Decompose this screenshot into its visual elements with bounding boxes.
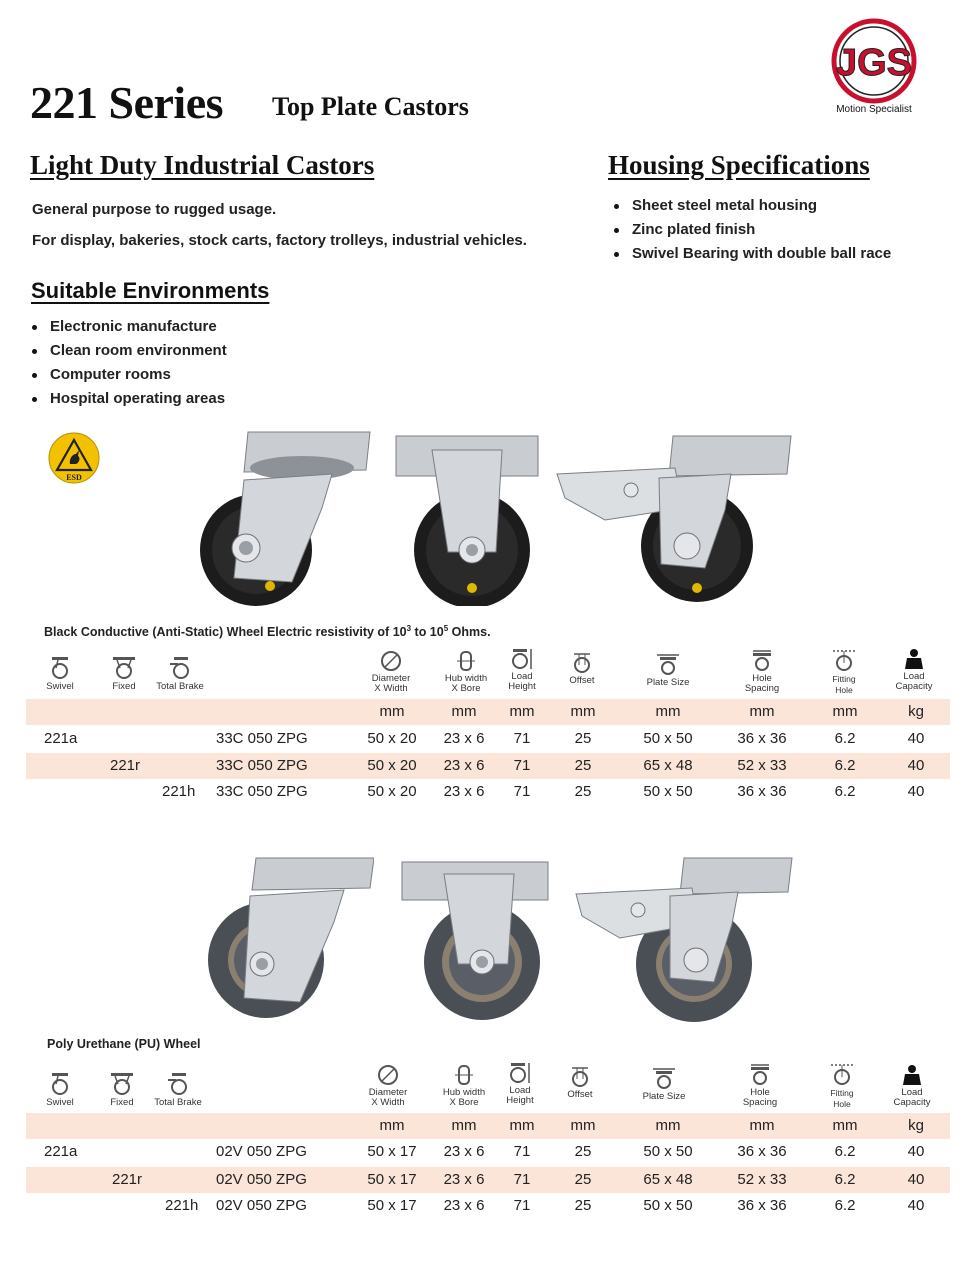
unit-capacity: kg [908,1117,924,1134]
fitting-value: 6.2 [834,757,856,774]
diameter-value: 50 x 20 [367,757,417,774]
load-height-icon [511,648,533,670]
diameter-value: 50 x 17 [367,1171,417,1188]
diameter-value: 50 x 17 [367,1197,417,1214]
fitting-value: 6.2 [834,1197,856,1214]
logo-letters: JGS [835,42,913,84]
fitting-hole-header: Fitting Hole [820,1062,864,1110]
fitting-hole-icon [829,1062,855,1086]
unit-height: mm [509,1117,535,1134]
swivel-header: Swivel [40,1072,80,1108]
environment-item: Clean room environment [32,339,227,363]
section2-caption: Poly Urethane (PU) Wheel [47,1037,201,1051]
capacity-value: 40 [907,730,925,747]
total-brake-icon [166,1072,190,1096]
unit-fitting: mm [832,1117,858,1134]
hole-spacing-header: Hole Spacing [736,648,788,694]
hub-value: 23 x 6 [443,730,485,747]
hub-header: Hub width X Bore [436,1064,492,1108]
offset-value: 25 [574,783,592,800]
fitting-value: 6.2 [834,1171,856,1188]
intro-line-1: General purpose to rugged usage. [32,201,277,218]
wheel-code: 33C 050 ZPG [216,757,308,774]
housing-item: Sheet steel metal housing [614,194,891,218]
fixed-icon [110,1072,134,1096]
height-value: 71 [513,730,531,747]
swivel-castor-image [194,428,374,606]
plate-value: 65 x 48 [643,1171,693,1188]
fixed-pu-castor-image [400,852,550,1022]
hub-header: Hub width X Bore [438,650,494,694]
environment-item: Hospital operating areas [32,387,227,411]
wheel-code: 02V 050 ZPG [216,1171,307,1188]
hole-spacing-header: Hole Spacing [734,1062,786,1108]
unit-dia: mm [379,1117,405,1134]
series-subtitle: Top Plate Castors [272,92,469,121]
plate-value: 65 x 48 [643,757,693,774]
hub-value: 23 x 6 [443,1171,485,1188]
hole-value: 36 x 36 [737,730,787,747]
plate-value: 50 x 50 [643,1197,693,1214]
plate-size-icon [655,652,681,676]
fixed-header: Fixed [102,656,146,692]
fitting-value: 6.2 [834,783,856,800]
unit-hub: mm [451,1117,477,1134]
fitting-hole-icon [831,648,857,672]
offset-value: 25 [574,1143,592,1160]
housing-item: Zinc plated finish [614,218,891,242]
wheel-code: 33C 050 ZPG [216,730,308,747]
hole-value: 52 x 33 [737,757,787,774]
load-capacity-header: Load Capacity [888,1064,936,1108]
unit-hub: mm [451,703,477,720]
hole-value: 52 x 33 [737,1171,787,1188]
fixed-castor-image [392,428,542,606]
total-brake-icon [168,656,192,680]
load-height-icon [509,1062,531,1084]
swivel-pu-castor-image [204,852,374,1022]
hub-icon [457,650,475,672]
wheel-code: 33C 050 ZPG [216,783,308,800]
company-logo [828,18,920,122]
capacity-value: 40 [907,1143,925,1160]
swivel-icon [50,656,70,680]
esd-badge-icon [48,432,100,484]
plate-value: 50 x 50 [643,730,693,747]
offset-value: 25 [574,1171,592,1188]
plate-size-header: Plate Size [636,652,700,688]
logo-tagline: Motion Specialist [836,104,912,115]
light-duty-heading: Light Duty Industrial Castors [30,150,375,180]
diameter-header: Diameter X Width [364,650,418,694]
hole-spacing-icon [749,648,775,672]
swivel-icon [50,1072,70,1096]
weight-icon [902,1064,922,1086]
diameter-value: 50 x 17 [367,1143,417,1160]
environments-list [32,315,227,411]
fitting-value: 6.2 [834,1143,856,1160]
unit-hole: mm [749,1117,775,1134]
fitting-hole-header: Fitting Hole [822,648,866,696]
total-brake-header: Total Brake [154,656,206,692]
diameter-icon [377,1064,399,1086]
swivel-header: Swivel [40,656,80,692]
logo-emblem [828,18,920,104]
plate-value: 50 x 50 [643,1143,693,1160]
unit-hole: mm [749,703,775,720]
unit-offset: mm [570,1117,596,1134]
environment-item: Computer rooms [32,363,227,387]
housing-item: Swivel Bearing with double ball race [614,242,891,266]
capacity-value: 40 [907,757,925,774]
load-height-header: Load Height [500,648,544,692]
diameter-value: 50 x 20 [367,730,417,747]
unit-capacity: kg [908,703,924,720]
total-brake-pu-castor-image [574,852,794,1022]
fixed-icon [112,656,136,680]
hole-value: 36 x 36 [737,1197,787,1214]
spec-table-anti-static [26,646,950,804]
unit-fitting: mm [832,703,858,720]
weight-icon [904,648,924,670]
plate-size-header: Plate Size [632,1066,696,1102]
height-value: 71 [513,1197,531,1214]
intro-line-2: For display, bakeries, stock carts, factory trolleys, industrial vehicles. [32,232,527,249]
model-fixed: 221r [110,757,141,774]
diameter-value: 50 x 20 [367,783,417,800]
offset-value: 25 [574,730,592,747]
height-value: 71 [513,1143,531,1160]
fixed-header: Fixed [100,1072,144,1108]
total-brake-castor-image [555,428,795,606]
unit-offset: mm [570,703,596,720]
wheel-code: 02V 050 ZPG [216,1143,307,1160]
height-value: 71 [513,757,531,774]
load-capacity-header: Load Capacity [890,648,938,692]
hole-spacing-icon [747,1062,773,1086]
spec-table-polyurethane [26,1060,950,1218]
plate-size-icon [651,1066,677,1090]
hub-value: 23 x 6 [443,757,485,774]
offset-header: Offset [560,1064,600,1100]
model-brake: 221h [165,1197,199,1214]
environments-heading: Suitable Environments [31,278,270,303]
plate-value: 50 x 50 [643,783,693,800]
diameter-icon [380,650,402,672]
unit-plate: mm [655,703,681,720]
unit-height: mm [509,703,535,720]
model-brake: 221h [162,783,196,800]
offset-icon [569,1064,591,1088]
unit-plate: mm [655,1117,681,1134]
hole-value: 36 x 36 [737,783,787,800]
model-fixed: 221r [112,1171,143,1188]
diameter-header: Diameter X Width [361,1064,415,1108]
offset-value: 25 [574,1197,592,1214]
capacity-value: 40 [907,1197,925,1214]
hub-icon [455,1064,473,1086]
hub-value: 23 x 6 [443,1143,485,1160]
housing-list [614,194,891,266]
model-swivel: 221a [44,1143,78,1160]
load-height-header: Load Height [498,1062,542,1106]
height-value: 71 [513,783,531,800]
hub-value: 23 x 6 [443,783,485,800]
offset-header: Offset [562,650,602,686]
hole-value: 36 x 36 [737,1143,787,1160]
total-brake-header: Total Brake [152,1072,204,1108]
wheel-code: 02V 050 ZPG [216,1197,307,1214]
environment-item: Electronic manufacture [32,315,227,339]
capacity-value: 40 [907,783,925,800]
offset-icon [571,650,593,674]
fitting-value: 6.2 [834,730,856,747]
series-title: 221 Series [30,77,224,128]
height-value: 71 [513,1171,531,1188]
unit-dia: mm [379,703,405,720]
section1-caption: Black Conductive (Anti-Static) Wheel Electric resistivity of $10^3$ to $10^5$ Ohms. [44,624,491,640]
esd-badge-label: ESD [66,473,82,482]
hub-value: 23 x 6 [443,1197,485,1214]
capacity-value: 40 [907,1171,925,1188]
offset-value: 25 [574,757,592,774]
housing-heading: Housing Specifications [608,150,870,180]
model-swivel: 221a [44,730,78,747]
